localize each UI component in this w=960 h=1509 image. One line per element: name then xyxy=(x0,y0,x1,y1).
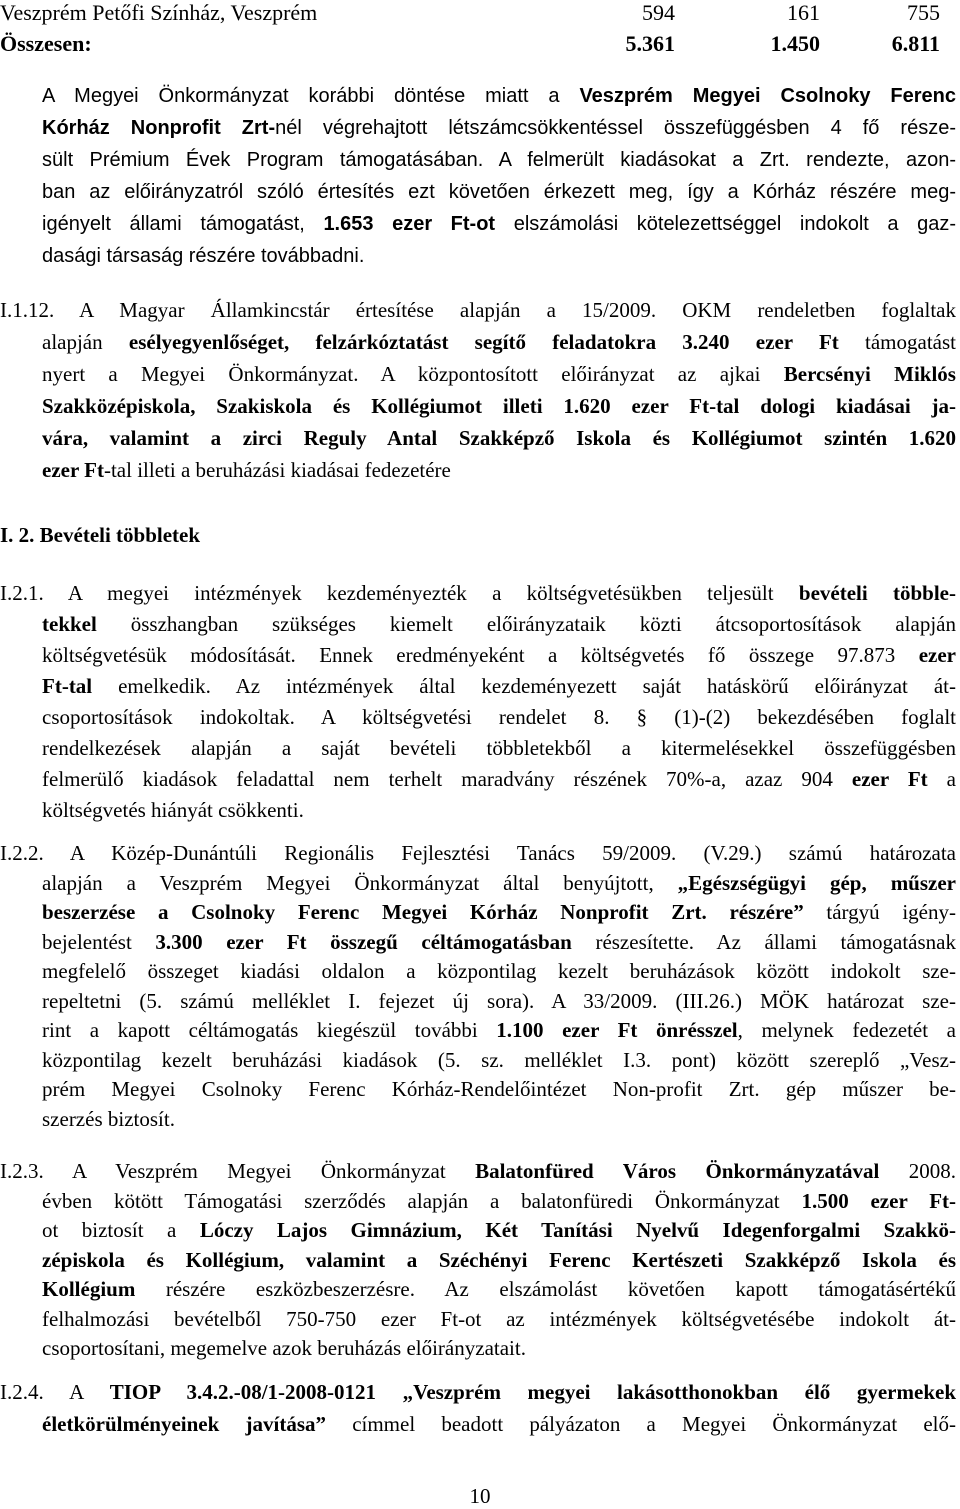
text-line: Kollégium részére eszközbeszerzésre. Az elszámolást követően kapott támogatásértékű xyxy=(42,1277,956,1301)
text-line: zépiskola és Kollégium, valamint a Széchényi Ferenc Kertészeti Szakképző Iskola és xyxy=(42,1247,956,1272)
table-cell-value: 161 xyxy=(787,0,820,25)
text-line: I.2.2. A Közép-Dunántúli Regionális Fejlesztési Tanács 59/2009. (V.29.) számú határozata xyxy=(0,841,956,865)
table-cell-value: 755 xyxy=(907,0,940,25)
text-line: bejelentést 3.300 ezer Ft összegű céltámogatásban részesítette. Az állami támogatásnak xyxy=(42,929,956,954)
text-line: életkörülményeinek javítása” címmel beadott pályázaton a Megyei Önkormányzat elő- xyxy=(42,1412,956,1436)
text-line: ban az előirányzatról szóló értesítés ezt követően érkezett meg, így a Kórház részére meg- xyxy=(42,181,956,203)
text-line: felhalmozási bevételből 750-750 ezer Ft-ot az intézmények költségvetésébe indokolt át- xyxy=(42,1306,956,1331)
text-line: I.1.12. A Magyar Államkincstár értesítése alapján a 15/2009. OKM rendeletben foglaltak xyxy=(0,298,956,322)
text-line: Kórház Nonprofit Zrt-nél végrehajtott létszámcsökkentéssel összefüggésben 4 fő része- xyxy=(42,117,956,139)
text-line: szerzés biztosít. xyxy=(42,1106,175,1131)
table-total-row xyxy=(0,33,960,63)
text-line: prém Megyei Csolnoky Ferenc Kórház-Rendelőintézet Non-profit Zrt. gép műszer be- xyxy=(42,1077,956,1101)
text-line: tekkel összhangban szükséges kiemelt előirányzataik közti átcsoportosítások alapján xyxy=(42,612,956,636)
text-line: sült Prémium Évek Program támogatásában. A felmerült kiadásokat a Zrt. rendezte, azon- xyxy=(42,149,956,171)
text-line: Ft-tal emelkedik. Az intézmények által kezdeményezett saját hatáskörű előirányzat át- xyxy=(42,674,956,698)
section-heading: I. 2. Bevételi többletek xyxy=(0,523,201,547)
text-line: Szakközépiskola, Szakiskola és Kollégiumot illeti 1.620 ezer Ft-tal dologi kiadásai ja- xyxy=(42,394,956,418)
text-line: költségvetés hiányát csökkenti. xyxy=(42,798,304,822)
text-line: I.2.1. A megyei intézmények kezdeményezték a költségvetésükben teljesült bevételi többle- xyxy=(0,581,956,605)
text-line: I.2.4. A TIOP 3.4.2.-08/1-2008-0121 „Veszprém megyei lakásotthonokban élő gyermekek xyxy=(0,1380,956,1404)
table-row-label: Veszprém Petőfi Színház, Veszprém xyxy=(0,0,318,25)
text-line: nyert a Megyei Önkormányzat. A központosított előirányzat az ajkai Bercsényi Miklós xyxy=(42,362,956,386)
text-line: beszerzése a Csolnoky Ferenc Megyei Kórház Nonprofit Zrt. részére” tárgyú igény- xyxy=(42,900,956,924)
page-number: 10 xyxy=(469,1484,491,1508)
text-line: felmerülő kiadások feladattal nem terhelt maradvány részének 70%-a, azaz 904 ezer Ft a xyxy=(42,767,956,791)
text-line: A Megyei Önkormányzat korábbi döntése miatt a Veszprém Megyei Csolnoky Ferenc xyxy=(42,85,956,107)
text-line: alapján a Veszprém Megyei Önkormányzat által benyújtott, „Egészségügyi gép, műszer xyxy=(42,870,956,895)
text-line: ot biztosít a Lóczy Lajos Gimnázium, Két Tanítási Nyelvű Idegenforgalmi Szakkö- xyxy=(42,1218,956,1242)
table-cell-value: 6.811 xyxy=(891,31,940,56)
table-cell-value: 5.361 xyxy=(625,31,675,56)
text-line: alapján esélyegyenlőséget, felzárkóztatást segítő feladatokra 3.240 ezer Ft támogatást xyxy=(42,330,956,354)
text-line: évben kötött Támogatási szerződés alapján a balatonfüredi Önkormányzat 1.500 ezer Ft- xyxy=(42,1188,957,1213)
text-line: központilag kezelt beruházási kiadások (5. sz. melléklet I.3. pont) között szereplő „Vesz- xyxy=(42,1047,956,1072)
text-line: csoportosítani, megemelve azok beruházás előirányzatait. xyxy=(42,1336,526,1360)
text-line: megfelelő összeget kiadási oldalon a központilag kezelt beruházások között indokolt sze- xyxy=(42,959,956,983)
text-line: rint a kapott céltámogatás kiegészül további 1.100 ezer Ft önrésszel, melynek fedezetét a xyxy=(42,1018,956,1042)
text-line: költségvetésük módosítását. Ennek eredményeként a költségvetés fő összege 97.873 ezer xyxy=(42,643,956,667)
text-line: vára, valamint a zirci Reguly Antal Szakképző Iskola és Kollégiumot szintén 1.620 xyxy=(42,426,956,450)
table-cell-value: 1.450 xyxy=(770,31,820,56)
table-cell-value: 594 xyxy=(642,0,675,25)
text-line: csoportosítások indokoltak. A költségvetési rendelet 8. § (1)-(2) bekezdésében foglalt xyxy=(42,705,956,729)
table-row xyxy=(0,2,960,32)
table-row-label: Összesen: xyxy=(0,31,92,56)
text-line: rendelkezések alapján a saját bevételi többletekből a kitermelésekkel összefüggésben xyxy=(42,736,956,760)
text-line: dasági társaság részére továbbadni. xyxy=(42,245,365,267)
text-line: I.2.3. A Veszprém Megyei Önkormányzat Balatonfüred Város Önkormányzatával 2008. xyxy=(0,1159,956,1183)
text-line: ezer Ft-tal illeti a beruházási kiadásai fedezetére xyxy=(42,458,451,482)
text-line: igényelt állami támogatást, 1.653 ezer Ft-ot elszámolási kötelezettséggel indokolt a gaz- xyxy=(42,213,957,235)
text-line: repeltetni (5. számú melléklet I. fejezet új sora). A 33/2009. (III.26.) MÖK határozat sze- xyxy=(42,988,956,1013)
